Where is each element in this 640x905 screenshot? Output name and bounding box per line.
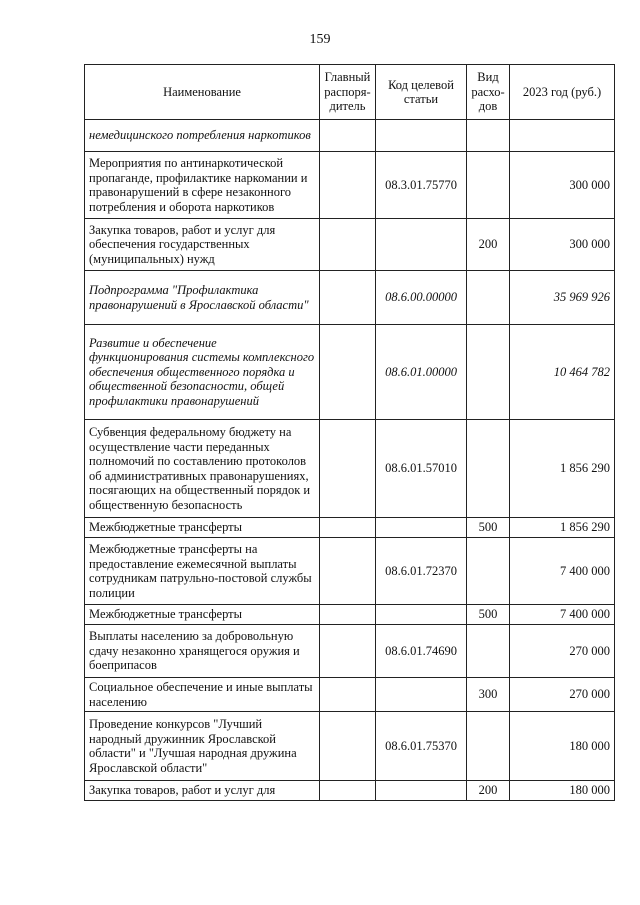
cell-name: Закупка товаров, работ и услуг для — [85, 781, 320, 801]
cell-admin — [320, 605, 376, 625]
header-admin: Главный распоря-дитель — [320, 65, 376, 120]
cell-amount: 300 000 — [510, 152, 615, 219]
cell-amount: 35 969 926 — [510, 271, 615, 325]
cell-code — [376, 605, 467, 625]
cell-kind: 500 — [467, 518, 510, 538]
cell-kind — [467, 538, 510, 605]
cell-code: 08.6.01.75370 — [376, 712, 467, 781]
table-body — [85, 120, 615, 801]
table-row — [85, 518, 615, 538]
cell-amount — [510, 120, 615, 152]
header-amount: 2023 год (руб.) — [510, 65, 615, 120]
table-row — [85, 781, 615, 801]
cell-code — [376, 518, 467, 538]
table-row — [85, 271, 615, 325]
cell-kind — [467, 625, 510, 678]
cell-admin — [320, 678, 376, 712]
cell-amount: 1 856 290 — [510, 518, 615, 538]
table-row — [85, 712, 615, 781]
cell-admin — [320, 625, 376, 678]
header-code: Код целевой статьи — [376, 65, 467, 120]
cell-name: Социальное обеспечение и иные выплаты населению — [85, 678, 320, 712]
table-row — [85, 325, 615, 420]
cell-kind — [467, 152, 510, 219]
cell-kind: 500 — [467, 605, 510, 625]
cell-kind — [467, 325, 510, 420]
cell-kind: 200 — [467, 219, 510, 271]
cell-code: 08.6.01.00000 — [376, 325, 467, 420]
cell-amount: 270 000 — [510, 625, 615, 678]
cell-admin — [320, 325, 376, 420]
cell-admin — [320, 271, 376, 325]
cell-admin — [320, 120, 376, 152]
cell-code — [376, 219, 467, 271]
cell-admin — [320, 152, 376, 219]
cell-code: 08.6.00.00000 — [376, 271, 467, 325]
cell-amount: 180 000 — [510, 781, 615, 801]
cell-name: Мероприятия по антинаркотической пропаганде, профилактике наркомании и правонарушений в сфере незаконного потребления и оборота наркотиков — [85, 152, 320, 219]
cell-code: 08.6.01.74690 — [376, 625, 467, 678]
header-kind: Вид расхо-дов — [467, 65, 510, 120]
table-row — [85, 152, 615, 219]
cell-name: Межбюджетные трансферты — [85, 605, 320, 625]
cell-kind: 300 — [467, 678, 510, 712]
cell-name: Закупка товаров, работ и услуг для обеспечения государственных (муниципальных) нужд — [85, 219, 320, 271]
cell-code: 08.6.01.57010 — [376, 420, 467, 518]
cell-name: Развитие и обеспечение функционирования системы комплексного обеспечения общественного порядка и общественной безопасности, общей профилактики правонарушений — [85, 325, 320, 420]
cell-admin — [320, 781, 376, 801]
cell-name: немедицинского потребления наркотиков — [85, 120, 320, 152]
cell-name: Подпрограмма "Профилактика правонарушений в Ярославской области" — [85, 271, 320, 325]
cell-name: Проведение конкурсов "Лучший народный дружинник Ярославской области" и "Лучшая народная дружина Ярославской области" — [85, 712, 320, 781]
page-number: 159 — [309, 32, 331, 47]
cell-amount: 270 000 — [510, 678, 615, 712]
cell-name: Межбюджетные трансферты — [85, 518, 320, 538]
cell-name: Субвенция федеральному бюджету на осуществление части переданных полномочий по составлению протоколов об административных правонарушениях, посягающих на общественный порядок и общественную безопасность — [85, 420, 320, 518]
cell-code — [376, 120, 467, 152]
table-row — [85, 120, 615, 152]
cell-code — [376, 781, 467, 801]
cell-admin — [320, 538, 376, 605]
cell-kind — [467, 120, 510, 152]
cell-amount: 7 400 000 — [510, 538, 615, 605]
cell-admin — [320, 712, 376, 781]
table-header-row — [85, 65, 615, 120]
cell-amount: 180 000 — [510, 712, 615, 781]
cell-admin — [320, 420, 376, 518]
cell-admin — [320, 219, 376, 271]
cell-code: 08.3.01.75770 — [376, 152, 467, 219]
table-row — [85, 538, 615, 605]
table-row — [85, 625, 615, 678]
cell-kind — [467, 420, 510, 518]
cell-kind: 200 — [467, 781, 510, 801]
cell-code: 08.6.01.72370 — [376, 538, 467, 605]
table-row — [85, 219, 615, 271]
cell-amount: 7 400 000 — [510, 605, 615, 625]
table-row — [85, 605, 615, 625]
cell-admin — [320, 518, 376, 538]
cell-kind — [467, 271, 510, 325]
cell-name: Межбюджетные трансферты на предоставление ежемесячной выплаты сотрудникам патрульно-постовой службы полиции — [85, 538, 320, 605]
table-row — [85, 420, 615, 518]
cell-name: Выплаты населению за добровольную сдачу незаконно хранящегося оружия и боеприпасов — [85, 625, 320, 678]
header-name: Наименование — [85, 65, 320, 120]
cell-code — [376, 678, 467, 712]
cell-amount: 10 464 782 — [510, 325, 615, 420]
table-row — [85, 678, 615, 712]
cell-kind — [467, 712, 510, 781]
cell-amount: 300 000 — [510, 219, 615, 271]
cell-amount: 1 856 290 — [510, 420, 615, 518]
budget-table — [84, 64, 615, 801]
